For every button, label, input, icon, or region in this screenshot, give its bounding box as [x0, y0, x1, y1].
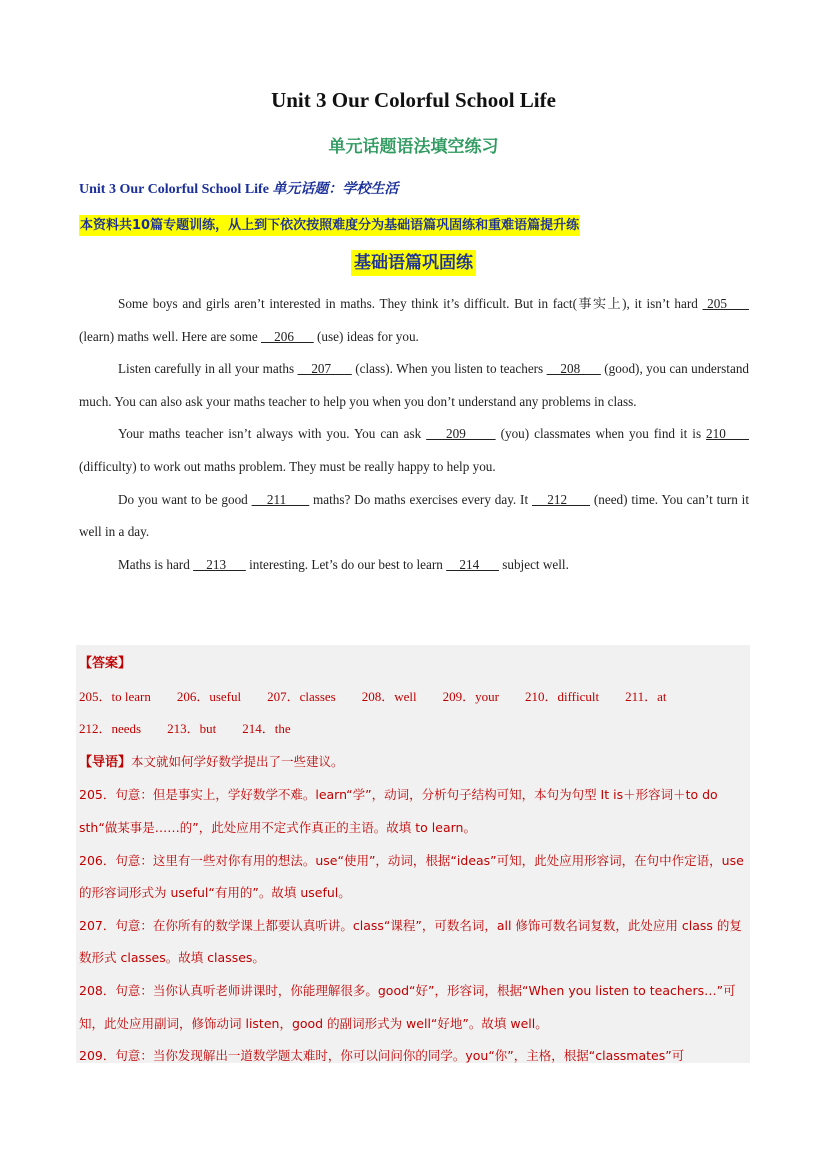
answer-panel	[76, 645, 750, 1063]
explanation-206: 206．句意：这里有一些对你有用的想法。use“使用”，动词，根据“ideas”可知，此处应用形容词，在句中作定语，use 的形容词形式为 useful“有用的”。故填 useful。	[79, 852, 744, 901]
answer-213: 213．but	[167, 721, 217, 737]
answer-208: 208．well	[361, 688, 417, 704]
document-title: Unit 3 Our Colorful School Life	[271, 88, 556, 112]
section-heading	[0, 250, 827, 276]
text-run: (need) time. You can’t turn it well in a day.	[79, 491, 750, 540]
blank-213: 213	[193, 556, 246, 572]
text-run: (good), you can understand much. You can also ask your maths teacher to help you when you don’t understand any problems in class.	[79, 361, 750, 409]
passage-paragraph-5	[79, 549, 749, 582]
text-run: Listen carefully in all your maths	[118, 361, 298, 377]
passage-paragraph-4	[79, 484, 749, 549]
blank-205: 205	[702, 296, 750, 311]
blank-208: 208	[546, 361, 601, 377]
answer-206: 206．useful	[176, 688, 242, 704]
text-run: Some boys and girls aren’t interested in maths. They think it’s difficult. But in fact(事实上), it isn’t hard	[118, 296, 703, 311]
text-run: subject well.	[498, 556, 569, 572]
section-title: 基础语篇巩固练	[351, 250, 476, 276]
text-run: Do you want to be good	[118, 491, 252, 507]
blank-206: 206	[260, 328, 314, 344]
text-run: interesting. Let’s do our best to learn	[245, 556, 447, 572]
explanation-207: 207．句意：在你所有的数学课上都要认真听讲。class“课程”，可数名词，all 修饰可数名词复数，此处应用 class 的复数形式 classes。故填 classes。	[79, 917, 742, 966]
highlight-notice: 本资料共10篇专题训练，从上到下依次按照难度分为基础语篇巩固练和重难语篇提升练	[79, 215, 580, 236]
answers-header: 【答案】	[79, 656, 132, 671]
answer-row-1	[79, 681, 746, 714]
explanation-209: 209．句意：当你发现解出一道数学题太难时，你可以问问你的同学。you“你”，主格，根据“classmates”可	[79, 1048, 685, 1063]
blank-211: 211	[251, 491, 310, 507]
guide	[79, 746, 746, 780]
answer-212: 212．needs	[79, 721, 142, 737]
explanation-205: 205．句意：但是事实上，学好数学不难。learn“学”，动词，分析句子结构可知，本句为句型 It is＋形容词＋to do sth“做某事是……的”，此处应用不定式作真正的主语。故填 to learn。	[79, 787, 718, 835]
text-run: Maths is hard	[118, 556, 194, 572]
blank-209: 209	[426, 426, 496, 442]
text-run: (class). When you listen to teachers	[351, 361, 547, 377]
text-run: (use) ideas for you.	[313, 328, 419, 344]
text-run: (difficulty) to work out maths problem. They must be really happy to help you.	[79, 458, 496, 474]
answer-210: 210．difficult	[524, 688, 600, 704]
blank-207: 207	[297, 361, 352, 377]
answer-row-2	[79, 713, 746, 746]
passage-paragraph-1	[79, 288, 749, 353]
unit-topic	[79, 178, 398, 198]
passage-paragraph-3	[79, 418, 749, 483]
text-run: maths? Do maths exercises every day. It	[309, 491, 532, 507]
unit-topic-en: Unit 3 Our Colorful School Life	[79, 182, 269, 197]
blank-214: 214	[446, 556, 499, 572]
unit-topic-cn: 单元话题：学校生活	[272, 181, 399, 197]
passage	[79, 288, 749, 581]
text-run: (you) classmates when you find it is	[495, 426, 707, 442]
blank-212: 212	[531, 491, 591, 507]
text-run: Your maths teacher isn’t always with you. You can ask	[118, 426, 427, 442]
answer-209: 209．your	[442, 688, 499, 704]
passage-paragraph-2	[79, 353, 749, 418]
answer-211: 211．at	[625, 688, 667, 704]
blank-210: 210	[706, 426, 749, 442]
guide-label: 【导语】	[79, 754, 132, 770]
text-run: (learn) maths well. Here are some	[79, 328, 261, 344]
document-subtitle: 单元话题语法填空练习	[328, 137, 499, 157]
answer-205: 205．to learn	[79, 688, 151, 704]
answer-214: 214．the	[242, 721, 291, 737]
explanation-208: 208．句意：当你认真听老师讲课时，你能理解很多。good“好”，形容词，根据“When you listen to teachers…”可知，此处应用副词，修饰动词 listen，good 的副词形式为 well“好地”。故填 well。	[79, 982, 736, 1031]
guide-text: 本文就如何学好数学提出了一些建议。	[131, 753, 344, 769]
answer-207: 207．classes	[267, 688, 336, 704]
